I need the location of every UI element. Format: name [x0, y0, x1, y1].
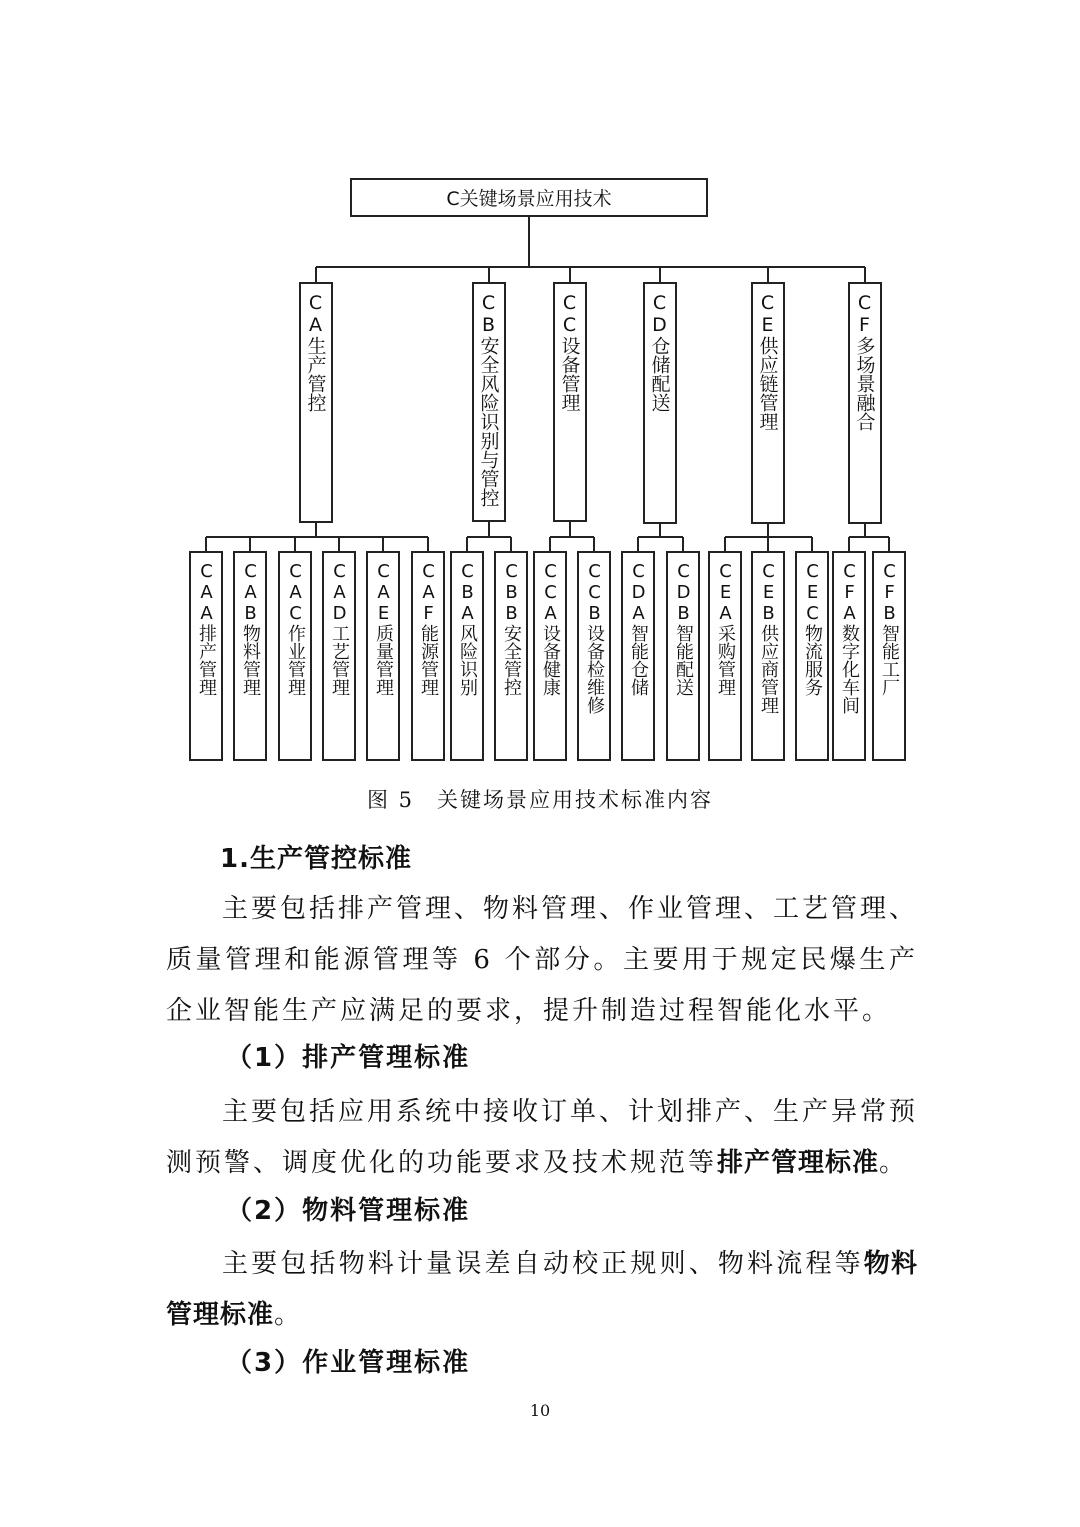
subsection-paragraph-1: [166, 1087, 918, 1189]
leaf-label-cda: CDA智能仓储: [628, 561, 649, 696]
leaf-node-cdb: [666, 551, 700, 761]
section-heading: 1.生产管控标准: [220, 844, 412, 874]
leaf-label-cea: CEA采购管理: [715, 561, 736, 696]
subsection-1-text: 主要包括应用系统中接收订单、计划排产、生产异常预测预警、调度优化的功能要求及技术规范等: [166, 1097, 919, 1178]
leaf-label-cac: CAC作业管理: [285, 561, 306, 696]
leaf-label-ceb: CEB供应商管理: [758, 561, 779, 714]
leaf-label-cfa: CFA数字化车间: [839, 561, 860, 714]
leaf-node-cab: [233, 551, 267, 761]
leaf-node-cae: [366, 551, 400, 761]
leaf-node-cfb: [872, 551, 906, 761]
subsection-paragraph-2: [166, 1239, 918, 1341]
category-label-cc: CC设备管理: [558, 292, 581, 412]
category-label-cf: CF多场景融合: [853, 292, 876, 431]
subsection-heading-2: （2）物料管理标准: [226, 1196, 471, 1226]
category-label-cd: CD仓储配送: [648, 292, 671, 412]
category-node-cf: [848, 282, 882, 524]
leaf-node-cad: [322, 551, 356, 761]
figure-caption: 图 5 关键场景应用技术标准内容: [366, 788, 714, 812]
leaf-label-cec: CEC物流服务: [802, 561, 823, 696]
section-intro-paragraph: 主要包括排产管理、物料管理、作业管理、工艺管理、质量管理和能源管理等 6 个部分。主要用于规定民爆生产企业智能生产应满足的要求，提升制造过程智能化水平。: [166, 894, 919, 1026]
leaf-label-caa: CAA排产管理: [196, 561, 217, 696]
leaf-node-ceb: [751, 551, 785, 761]
leaf-node-ccb: [577, 551, 611, 761]
root-node-label: C关键场景应用技术: [446, 188, 612, 210]
page-number: 10: [529, 1401, 551, 1420]
leaf-node-cec: [795, 551, 829, 761]
subsection-2-text: 主要包括物料计量误差自动校正规则、物料流程等: [222, 1249, 864, 1279]
leaf-node-cba: [450, 551, 484, 761]
subsection-2-bold-term: 物料管理标准: [166, 1249, 918, 1330]
leaf-node-cda: [621, 551, 655, 761]
leaf-label-cba: CBA风险识别: [457, 561, 478, 696]
category-node-cc: [553, 282, 587, 522]
leaf-label-caf: CAF能源管理: [418, 561, 439, 696]
root-node: [350, 178, 708, 217]
category-label-cb: CB安全风险识别与管控: [477, 292, 500, 507]
category-label-ce: CE供应链管理: [756, 292, 779, 431]
leaf-label-cab: CAB物料管理: [240, 561, 261, 696]
category-node-ca: [299, 282, 333, 523]
category-node-cd: [643, 282, 677, 524]
leaf-label-cfb: CFB智能工厂: [879, 561, 900, 696]
leaf-label-ccb: CCB设备检维修: [584, 561, 605, 714]
leaf-label-cae: CAE质量管理: [373, 561, 394, 696]
category-label-ca: CA生产管控: [304, 292, 327, 412]
subsection-2-end: 。: [274, 1300, 304, 1330]
leaf-label-cdb: CDB智能配送: [673, 561, 694, 696]
leaf-node-cbb: [494, 551, 528, 761]
leaf-node-caf: [411, 551, 445, 761]
subsection-heading-3: （3）作业管理标准: [226, 1348, 471, 1378]
category-node-ce: [751, 282, 785, 524]
subsection-heading-1: （1）排产管理标准: [226, 1043, 471, 1073]
leaf-label-cad: CAD工艺管理: [329, 561, 350, 696]
subsection-1-bold-term: 排产管理标准: [717, 1148, 880, 1178]
leaf-label-cca: CCA设备健康: [540, 561, 561, 696]
leaf-node-cfa: [832, 551, 866, 761]
leaf-node-caa: [189, 551, 223, 761]
leaf-node-cca: [533, 551, 567, 761]
leaf-node-cac: [278, 551, 312, 761]
category-node-cb: [472, 282, 506, 522]
leaf-label-cbb: CBB安全管控: [501, 561, 522, 696]
subsection-1-end: 。: [879, 1148, 909, 1178]
leaf-node-cea: [708, 551, 742, 761]
